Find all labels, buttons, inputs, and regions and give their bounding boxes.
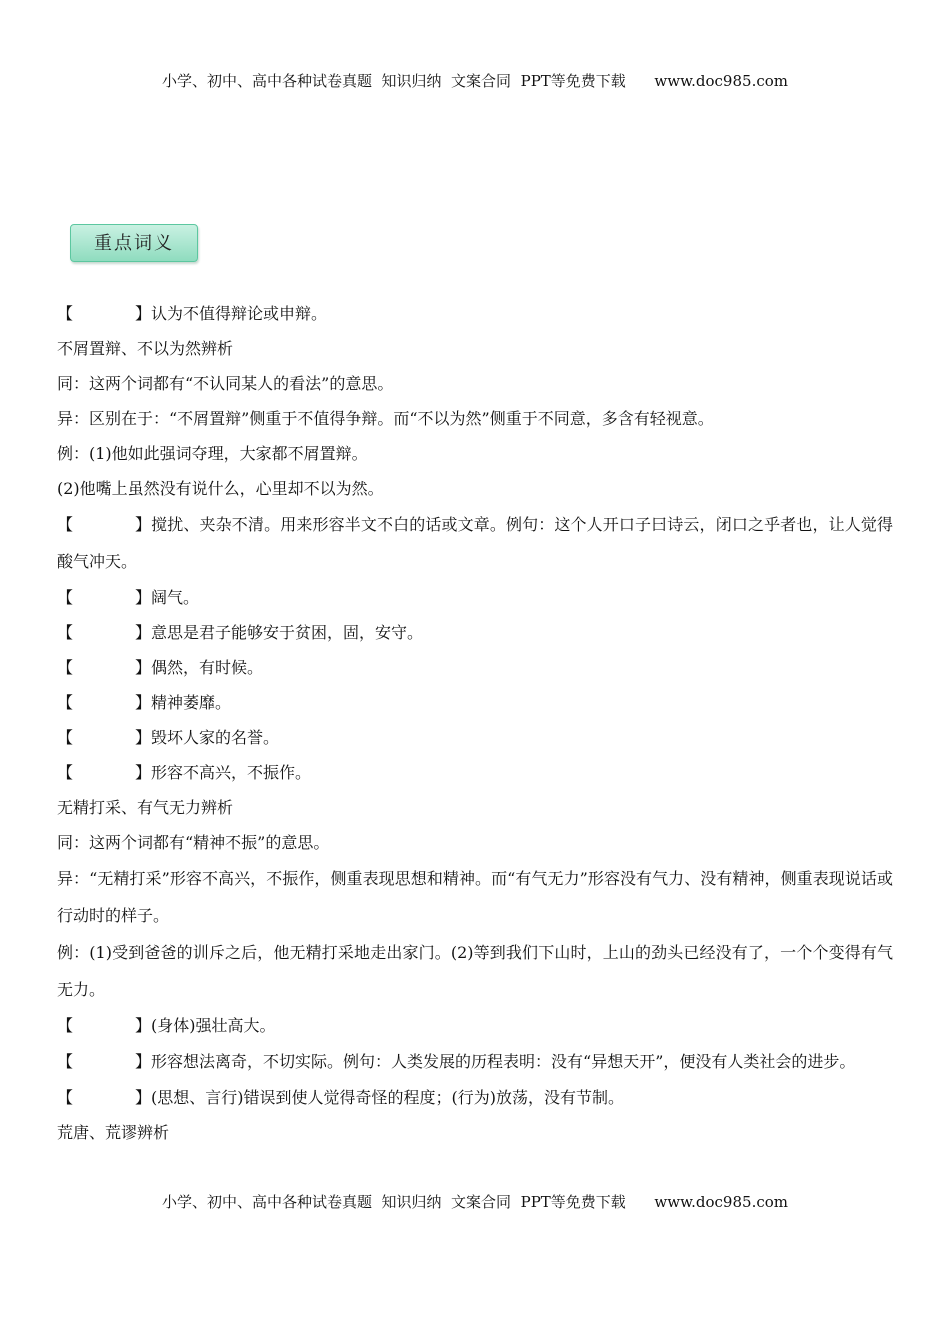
blank-bracket-close: 】 [135, 588, 152, 607]
line-text: (思想、言行)错误到使人觉得奇怪的程度；(行为)放荡，没有节制。 [151, 1088, 625, 1107]
line-text: 同：这两个词都有“精神不振”的意思。 [57, 833, 330, 852]
line-text: (2)他嘴上虽然没有说什么，心里却不以为然。 [57, 479, 384, 498]
page-footer: 小学、初中、高中各种试卷真题 知识归纳 文案合同 PPT等免费下载 www.doc985.com [161, 1193, 788, 1211]
line-text: (身体)强壮高大。 [151, 1016, 276, 1035]
blank-bracket-open: 【 [57, 763, 74, 782]
blank-bracket-open: 【 [57, 658, 74, 677]
explanation-line [57, 401, 893, 436]
line-text: 搅扰、夹杂不清。用来形容半文不白的话或文章。例句：这个人开口子曰诗云，闭口之乎者也，让人觉得酸气冲天。 [57, 515, 893, 571]
line-text: 认为不值得辩论或申辩。 [151, 304, 328, 323]
explanation-line [57, 471, 893, 506]
blank-bracket-open: 【 [57, 1088, 74, 1107]
vocab-entry [57, 720, 893, 755]
line-text: 荒唐、荒谬辨析 [57, 1123, 170, 1142]
vocab-entry [57, 1080, 893, 1115]
line-text: 无精打采、有气无力辨析 [57, 798, 234, 817]
vocab-entry [57, 650, 893, 685]
line-text: 意思是君子能够安于贫困，固，安守。 [151, 623, 424, 642]
blank-bracket-open: 【 [57, 588, 74, 607]
explanation-line [57, 934, 893, 1008]
line-text: 同：这两个词都有“不认同某人的看法”的意思。 [57, 374, 394, 393]
explanation-line [57, 331, 893, 366]
blank-bracket-close: 】 [135, 623, 152, 642]
explanation-line [57, 436, 893, 471]
blank-bracket-open: 【 [57, 1052, 74, 1071]
vocab-entry [57, 506, 893, 580]
blank-bracket-close: 】 [135, 728, 152, 747]
blank-bracket-open: 【 [57, 304, 74, 323]
blank-bracket-close: 】 [135, 1088, 152, 1107]
line-text: 形容不高兴，不振作。 [151, 763, 312, 782]
line-text: 形容想法离奇，不切实际。例句：人类发展的历程表明：没有“异想天开”，便没有人类社会的进步。 [151, 1052, 856, 1071]
vocabulary-content [57, 296, 893, 1150]
line-text: 例：(1)受到爸爸的训斥之后，他无精打采地走出家门。(2)等到我们下山时，上山的劲头已经没有了，一个个变得有气无力。 [57, 943, 893, 999]
vocab-entry [57, 685, 893, 720]
line-text: 不屑置辩、不以为然辨析 [57, 339, 234, 358]
blank-bracket-close: 】 [135, 1052, 152, 1071]
line-text: 偶然，有时候。 [151, 658, 264, 677]
blank-bracket-open: 【 [57, 693, 74, 712]
explanation-line [57, 1115, 893, 1150]
vocab-entry [57, 1043, 893, 1080]
blank-bracket-close: 】 [135, 304, 152, 323]
vocab-entry [57, 1008, 893, 1043]
vocab-entry [57, 615, 893, 650]
blank-bracket-close: 】 [135, 763, 152, 782]
blank-bracket-open: 【 [57, 728, 74, 747]
blank-bracket-open: 【 [57, 623, 74, 642]
section-title-badge: 重点词义 [70, 224, 198, 262]
line-text: 阔气。 [151, 588, 200, 607]
vocab-entry [57, 580, 893, 615]
vocab-entry [57, 755, 893, 790]
blank-bracket-close: 】 [135, 658, 152, 677]
line-text: 精神萎靡。 [151, 693, 232, 712]
blank-bracket-close: 】 [135, 1016, 152, 1035]
explanation-line [57, 825, 893, 860]
blank-bracket-close: 】 [135, 693, 152, 712]
line-text: 异：“无精打采”形容不高兴，不振作，侧重表现思想和精神。而“有气无力”形容没有气力、没有精神，侧重表现说话或行动时的样子。 [57, 869, 893, 925]
line-text: 例：(1)他如此强词夺理，大家都不屑置辩。 [57, 444, 368, 463]
line-text: 异：区别在于：“不屑置辩”侧重于不值得争辩。而“不以为然”侧重于不同意，多含有轻视意。 [57, 409, 714, 428]
explanation-line [57, 366, 893, 401]
blank-bracket-open: 【 [57, 515, 74, 534]
page-header: 小学、初中、高中各种试卷真题 知识归纳 文案合同 PPT等免费下载 www.doc985.com [161, 72, 788, 90]
blank-bracket-open: 【 [57, 1016, 74, 1035]
explanation-line [57, 860, 893, 934]
explanation-line [57, 790, 893, 825]
vocab-entry [57, 296, 893, 331]
line-text: 毁坏人家的名誉。 [151, 728, 280, 747]
blank-bracket-close: 】 [135, 515, 152, 534]
